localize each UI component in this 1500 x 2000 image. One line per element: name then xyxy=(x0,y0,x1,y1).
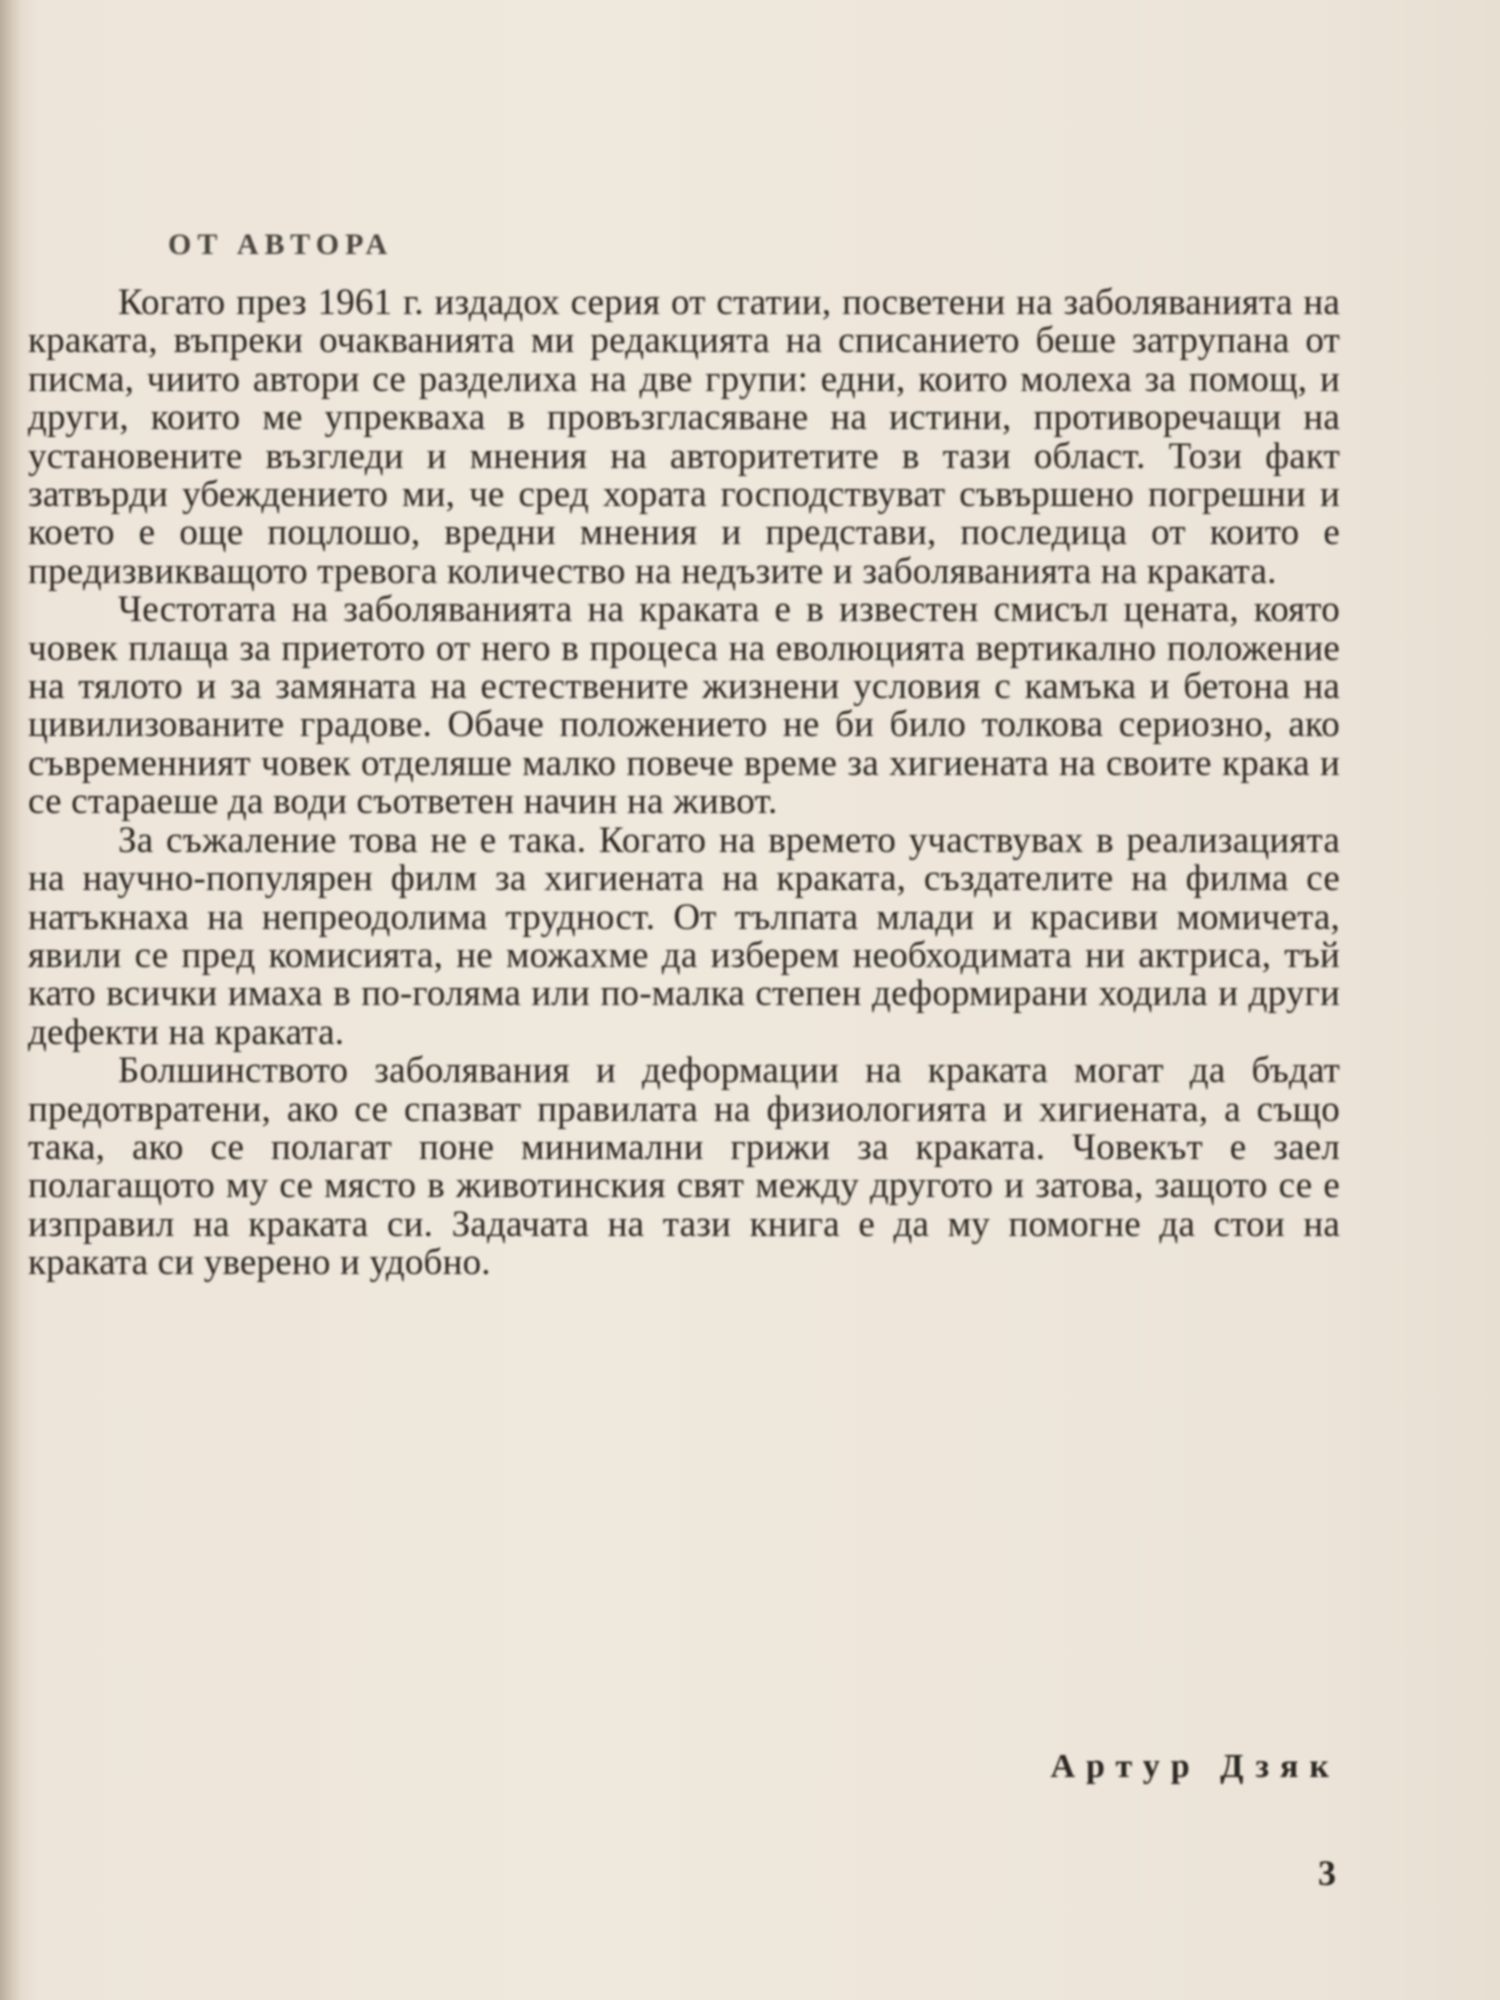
book-spine-shadow xyxy=(0,0,22,2000)
author-signature: Артур Дзяк xyxy=(1050,1748,1340,1785)
page-number: 3 xyxy=(1318,1853,1336,1893)
paragraph-2: Честотата на заболяванията на краката е в известен смисъл цената, която човек плаща за приетото от него в процеса на еволюцията вертикално положение на тялото и за замяната на естествените жизнени условия с камъка и бетона на цивилизованите градове. Обаче положението не би било толкова сериозно, ако съвременният човек отделяше малко повече време за хигиената на своите крака и се стараеше да води съответен начин на живот. xyxy=(28,589,1340,823)
paragraph-1: Когато през 1961 г. издадох серия от статии, посветени на заболяванията на краката, въпреки очакванията ми редакцията на списанието беше затрупана от писма, чиито автори се разделиха на две групи: едни, които молеха за помощ, и други, които ме упрекваха в провъзгласяване на истини, противоречащи на установените възгледи и мнения на авторитетите в тази област. Този факт затвърди убеждението ми, че сред хората господствуват съвършено погрешни и което е още поцлошо, вредни мнения и представи, последица от които е предизвикващото тревога количество на недъзите и заболяванията на краката. xyxy=(28,282,1340,592)
page-content xyxy=(28,228,1340,1283)
paragraph-4: Болшинството заболявания и деформации на краката могат да бъдат предотвратени, ако се спазват правилата на физиологията и хигиената, а също така, ако се полагат поне минимални грижи за краката. Човекът е заел полагащото му се място в животинския свят между другото и затова, защото се е изправил на краката си. Задачата на тази книга е да му помогне да стои на краката си уверено и удобно. xyxy=(28,1050,1340,1284)
paragraph-3: За съжаление това не е така. Когато на времето участвувах в реализацията на научно-популярен филм за хигиената на краката, създателите на филма се натъкнаха на непреодолима трудност. От тълпата млади и красиви момичета, явили се пред комисията, не можахме да изберем необходимата ни актриса, тъй като всички имаха в по-голяма или по-малка степен деформирани ходила и други дефекти на краката. xyxy=(28,819,1340,1053)
section-heading: ОТ АВТОРА xyxy=(168,228,394,261)
